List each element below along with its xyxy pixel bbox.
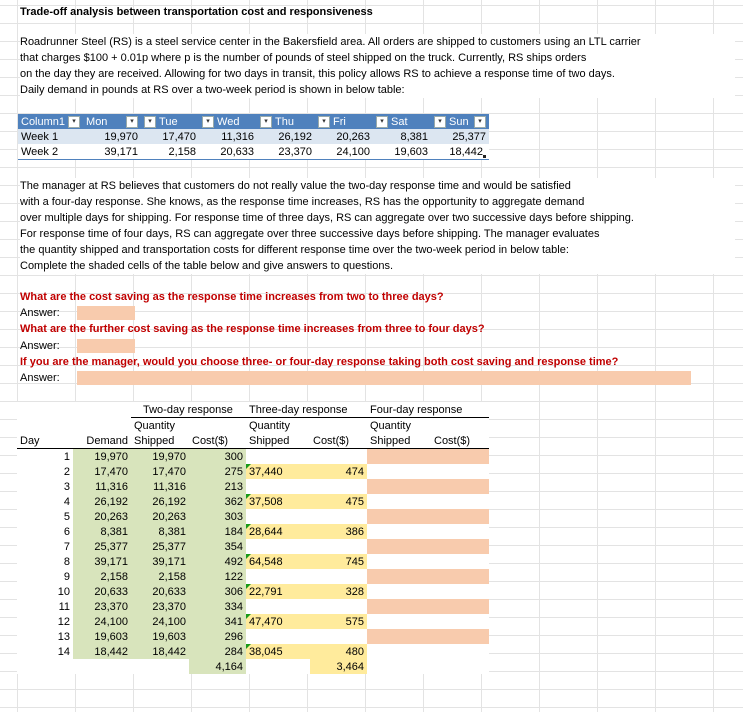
shipped-header: Shipped <box>134 434 175 447</box>
demand-cell[interactable]: 20,633 <box>199 144 257 160</box>
four-day-cost-cell[interactable] <box>431 449 489 465</box>
three-day-shipped-cell[interactable]: 37,440 <box>246 464 310 479</box>
three-day-shipped-cell[interactable] <box>246 449 310 465</box>
manager-line: Complete the shaded cells of the table below and give answers to questions. <box>20 260 394 272</box>
three-day-cost-cell[interactable] <box>310 509 367 524</box>
table-row <box>17 524 489 539</box>
col-header-column1[interactable] <box>18 114 83 129</box>
quantity-label: Quantity <box>134 419 175 432</box>
quantity-label: Quantity <box>249 419 290 432</box>
two-day-header: Two-day response <box>131 402 246 418</box>
filter-dropdown-icon[interactable]: ▾ <box>434 116 446 128</box>
three-day-shipped-cell[interactable]: 22,791 <box>246 584 310 599</box>
cost-header: Cost($) <box>313 434 350 447</box>
col-header-sun[interactable] <box>431 114 489 129</box>
question-1: What are the cost saving as the response time increases from two to three days? <box>20 291 444 303</box>
day-cell[interactable]: 8 <box>63 555 70 568</box>
four-day-shipped-cell[interactable] <box>367 584 431 599</box>
demand-cell[interactable]: 19,603 <box>373 144 431 160</box>
shipped-cell[interactable]: 25,377 <box>131 539 189 554</box>
four-day-shipped-cell[interactable] <box>367 449 431 465</box>
demand-cell[interactable]: 39,171 <box>83 144 141 160</box>
col-header-tue[interactable] <box>141 114 199 129</box>
demand-cell[interactable]: 18,442 <box>73 644 131 659</box>
cost-cell[interactable]: 184 <box>189 524 246 539</box>
demand-cell[interactable]: 24,100 <box>315 144 373 160</box>
shipped-cell[interactable]: 8,381 <box>131 524 189 539</box>
demand-cell[interactable]: 23,370 <box>257 144 315 160</box>
demand-cell[interactable]: 19,970 <box>83 129 141 144</box>
four-day-shipped-cell[interactable] <box>367 539 431 554</box>
table-row <box>17 539 489 554</box>
three-day-cost-cell[interactable] <box>310 449 367 465</box>
quantity-label: Quantity <box>370 419 411 432</box>
demand-cell[interactable]: 26,192 <box>257 129 315 144</box>
demand-cell[interactable]: 2,158 <box>141 144 199 160</box>
filter-dropdown-icon[interactable]: ▾ <box>68 116 80 128</box>
answer-cell-3[interactable] <box>77 371 691 385</box>
manager-line: The manager at RS believes that customers do not really value the two-day response time and would be satisfied <box>20 180 571 192</box>
demand-table-header <box>18 114 489 129</box>
three-day-shipped-cell[interactable] <box>246 599 310 614</box>
three-day-shipped-cell[interactable] <box>246 509 310 524</box>
demand-cell[interactable]: 19,970 <box>73 449 131 465</box>
shipped-cell[interactable]: 24,100 <box>131 614 189 629</box>
four-day-shipped-cell[interactable] <box>367 494 431 509</box>
shipped-cell[interactable]: 39,171 <box>131 554 189 569</box>
total-three-day-cost[interactable]: 3,464 <box>310 659 367 674</box>
filter-dropdown-icon[interactable]: ▾ <box>474 116 486 128</box>
three-day-shipped-cell[interactable]: 64,548 <box>246 554 310 569</box>
demand-cell[interactable]: 20,633 <box>73 584 131 599</box>
three-day-shipped-cell[interactable] <box>246 539 310 554</box>
table-row <box>18 144 489 160</box>
quantity-row <box>17 418 489 434</box>
day-cell[interactable]: 4 <box>63 495 70 508</box>
shipped-cell[interactable]: 18,442 <box>131 644 189 659</box>
demand-cell[interactable]: 39,171 <box>73 554 131 569</box>
day-header: Day <box>20 434 40 447</box>
answer-label-1: Answer: <box>20 307 60 319</box>
demand-cell[interactable]: 23,370 <box>73 599 131 614</box>
col-header-label: Wed <box>217 115 240 128</box>
day-cell[interactable]: 3 <box>63 480 70 493</box>
cost-header: Cost($) <box>434 434 471 447</box>
demand-cell[interactable]: 20,263 <box>73 509 131 524</box>
demand-cell[interactable]: 26,192 <box>73 494 131 509</box>
total-two-day-cost[interactable]: 4,164 <box>189 659 246 674</box>
col-header-label: Column1 <box>21 115 66 128</box>
four-day-shipped-cell[interactable] <box>367 524 431 539</box>
day-cell[interactable]: 6 <box>63 525 70 538</box>
three-day-shipped-cell[interactable]: 47,470 <box>246 614 310 629</box>
sheet-title: Trade-off analysis between transportation cost and responsiveness <box>20 6 373 18</box>
table-row <box>17 479 489 494</box>
question-3: If you are the manager, would you choose three- or four-day response taking both cost saving and response time? <box>20 356 619 368</box>
cost-cell[interactable]: 306 <box>189 584 246 599</box>
shipped-cell[interactable]: 26,192 <box>131 494 189 509</box>
four-day-shipped-cell[interactable] <box>367 569 431 584</box>
day-cell[interactable]: 9 <box>63 570 70 583</box>
table-row <box>17 614 489 629</box>
column-header-row <box>17 433 489 449</box>
manager-line: with a four-day response. She knows, as the response time increases, RS has the opportunity to aggregate demand <box>20 196 585 208</box>
day-cell[interactable]: 2 <box>63 465 70 478</box>
intro-line: Roadrunner Steel (RS) is a steel service center in the Bakersfield area. All orders are shipped to customers using an LTL carrier <box>20 36 641 48</box>
day-cell[interactable]: 11 <box>58 600 70 613</box>
four-day-cost-cell[interactable] <box>431 614 489 629</box>
col-header-wed[interactable] <box>199 114 257 129</box>
day-cell[interactable]: 5 <box>63 510 70 523</box>
filter-dropdown-icon[interactable]: ▾ <box>376 116 388 128</box>
four-day-shipped-cell[interactable] <box>367 554 431 569</box>
day-cell[interactable]: 10 <box>57 585 70 598</box>
three-day-cost-cell[interactable] <box>310 629 367 644</box>
filter-dropdown-icon[interactable]: ▾ <box>144 116 156 128</box>
row-label[interactable]: Week 2 <box>18 144 83 160</box>
table-row <box>17 464 489 479</box>
shipped-cell[interactable]: 19,970 <box>131 449 189 465</box>
four-day-shipped-cell[interactable] <box>367 509 431 524</box>
intro-line: that charges $100 + 0.01p where p is the number of pounds of steel shipped on the truck. Currently, RS ships orders <box>20 52 587 64</box>
demand-header: Demand <box>86 434 128 447</box>
demand-cell[interactable] <box>431 144 489 160</box>
row-label[interactable]: Week 1 <box>18 129 83 144</box>
col-header-fri[interactable] <box>315 114 373 129</box>
demand-cell[interactable]: 8,381 <box>73 524 131 539</box>
cost-cell[interactable]: 334 <box>189 599 246 614</box>
shipped-cell[interactable]: 20,633 <box>131 584 189 599</box>
demand-table <box>18 114 489 160</box>
cell-value: 18,442 <box>449 145 484 158</box>
filter-dropdown-icon[interactable]: ▾ <box>126 116 138 128</box>
shipped-cell[interactable]: 20,263 <box>131 509 189 524</box>
filter-dropdown-icon[interactable]: ▾ <box>318 116 330 128</box>
three-day-cost-cell[interactable]: 328 <box>310 584 367 599</box>
col-header-label: Thu <box>275 115 294 128</box>
demand-cell[interactable]: 17,470 <box>73 464 131 479</box>
manager-line: over multiple days for shipping. For response time of three days, RS can aggregate over two successive days before shipping. <box>20 212 634 224</box>
col-header-label: Sat <box>391 115 408 128</box>
table-row <box>18 129 489 144</box>
cost-cell[interactable]: 492 <box>189 554 246 569</box>
demand-cell[interactable]: 20,263 <box>315 129 373 144</box>
three-day-cost-cell[interactable]: 575 <box>310 614 367 629</box>
three-day-shipped-cell[interactable] <box>246 629 310 644</box>
four-day-cost-cell[interactable] <box>431 599 489 614</box>
demand-cell[interactable]: 25,377 <box>431 129 489 144</box>
col-header-mon[interactable] <box>83 114 141 129</box>
demand-cell[interactable]: 2,158 <box>73 569 131 584</box>
four-day-cost-cell[interactable] <box>431 464 489 479</box>
four-day-cost-cell[interactable] <box>431 524 489 539</box>
cost-cell[interactable]: 284 <box>189 644 246 659</box>
table-row <box>17 569 489 584</box>
answer-cell-2[interactable] <box>77 339 135 353</box>
four-day-shipped-cell[interactable] <box>367 614 431 629</box>
four-day-header: Four-day response <box>367 402 489 418</box>
demand-cell[interactable]: 11,316 <box>199 129 257 144</box>
table-row <box>17 599 489 614</box>
col-header-label: Mon <box>86 115 108 128</box>
demand-cell[interactable]: 17,470 <box>141 129 199 144</box>
shipped-header: Shipped <box>370 434 411 447</box>
four-day-shipped-cell[interactable] <box>367 464 431 479</box>
intro-paragraph <box>20 34 735 98</box>
response-time-table <box>17 402 489 674</box>
col-header-label: Fri <box>333 115 346 128</box>
three-day-cost-cell[interactable]: 745 <box>310 554 367 569</box>
cost-cell[interactable]: 303 <box>189 509 246 524</box>
demand-cell[interactable]: 25,377 <box>73 539 131 554</box>
three-day-cost-cell[interactable] <box>310 479 367 494</box>
cost-cell[interactable]: 354 <box>189 539 246 554</box>
four-day-cost-cell[interactable] <box>431 569 489 584</box>
three-day-cost-cell[interactable] <box>310 599 367 614</box>
four-day-cost-cell[interactable] <box>431 479 489 494</box>
manager-line: For response time of four days, RS can aggregate over three successive days before shipping. The manager evaluates <box>20 228 600 240</box>
table-row <box>17 509 489 524</box>
demand-cell[interactable]: 19,603 <box>73 629 131 644</box>
four-day-cost-cell[interactable] <box>431 554 489 569</box>
three-day-shipped-cell[interactable]: 28,644 <box>246 524 310 539</box>
col-header-label: Tue <box>159 115 178 128</box>
three-day-shipped-cell[interactable]: 37,508 <box>246 494 310 509</box>
cost-cell[interactable]: 122 <box>189 569 246 584</box>
table-row <box>17 644 489 659</box>
four-day-shipped-cell[interactable] <box>367 599 431 614</box>
day-cell[interactable]: 13 <box>57 630 70 643</box>
answer-label-3: Answer: <box>20 372 60 384</box>
three-day-cost-cell[interactable]: 475 <box>310 494 367 509</box>
table-row <box>17 494 489 509</box>
three-day-cost-cell[interactable] <box>310 569 367 584</box>
four-day-shipped-cell[interactable] <box>367 479 431 494</box>
col-header-sat[interactable] <box>373 114 431 129</box>
day-cell[interactable]: 7 <box>63 540 70 553</box>
four-day-cost-cell[interactable] <box>431 584 489 599</box>
three-day-shipped-cell[interactable] <box>246 569 310 584</box>
cost-cell[interactable]: 300 <box>189 449 246 465</box>
three-day-cost-cell[interactable]: 480 <box>310 644 367 659</box>
resize-handle-icon[interactable] <box>483 155 486 158</box>
col-header-thu[interactable] <box>257 114 315 129</box>
three-day-cost-cell[interactable]: 474 <box>310 464 367 479</box>
cost-cell[interactable]: 341 <box>189 614 246 629</box>
four-day-cost-cell[interactable] <box>431 509 489 524</box>
four-day-cost-cell[interactable] <box>431 629 489 644</box>
cost-cell[interactable]: 213 <box>189 479 246 494</box>
day-cell[interactable]: 14 <box>57 645 70 658</box>
shipped-cell[interactable]: 23,370 <box>131 599 189 614</box>
manager-paragraph <box>20 178 735 274</box>
shipped-cell[interactable]: 2,158 <box>131 569 189 584</box>
total-row <box>17 659 489 674</box>
three-day-header: Three-day response <box>246 402 367 418</box>
demand-cell[interactable]: 8,381 <box>373 129 431 144</box>
three-day-cost-cell[interactable]: 386 <box>310 524 367 539</box>
demand-cell[interactable]: 11,316 <box>73 479 131 494</box>
shipped-cell[interactable]: 17,470 <box>131 464 189 479</box>
cost-cell[interactable]: 275 <box>189 464 246 479</box>
cost-cell[interactable]: 362 <box>189 494 246 509</box>
table-row <box>17 629 489 644</box>
four-day-cost-cell[interactable] <box>431 494 489 509</box>
four-day-shipped-cell[interactable] <box>367 629 431 644</box>
col-header-label: Sun <box>449 115 469 128</box>
three-day-cost-cell[interactable] <box>310 539 367 554</box>
filter-dropdown-icon[interactable]: ▾ <box>260 116 272 128</box>
day-cell[interactable]: 12 <box>57 615 70 628</box>
filter-dropdown-icon[interactable]: ▾ <box>202 116 214 128</box>
intro-line: on the day they are received. Allowing for two days in transit, this policy allows RS to achieve a response time of two days. <box>20 68 615 80</box>
manager-line: the quantity shipped and transportation costs for different response time over the two-week period in below table: <box>20 244 569 256</box>
cost-cell[interactable]: 296 <box>189 629 246 644</box>
answer-cell-1[interactable] <box>77 306 135 320</box>
question-2: What are the further cost saving as the response time increases from three to four days? <box>20 323 485 335</box>
shipped-header: Shipped <box>249 434 290 447</box>
cost-header: Cost($) <box>192 434 229 447</box>
group-header-row <box>17 402 489 418</box>
day-cell[interactable]: 1 <box>63 450 70 463</box>
table-row <box>17 449 489 465</box>
four-day-cost-cell[interactable] <box>431 644 489 659</box>
shipped-cell[interactable]: 19,603 <box>131 629 189 644</box>
shipped-cell[interactable]: 11,316 <box>131 479 189 494</box>
table-row <box>17 554 489 569</box>
three-day-shipped-cell[interactable] <box>246 479 310 494</box>
table-row <box>17 584 489 599</box>
four-day-cost-cell[interactable] <box>431 539 489 554</box>
three-day-shipped-cell[interactable]: 38,045 <box>246 644 310 659</box>
demand-cell[interactable]: 24,100 <box>73 614 131 629</box>
four-day-shipped-cell[interactable] <box>367 644 431 659</box>
answer-label-2: Answer: <box>20 340 60 352</box>
intro-line: Daily demand in pounds at RS over a two-week period is shown in below table: <box>20 84 405 96</box>
